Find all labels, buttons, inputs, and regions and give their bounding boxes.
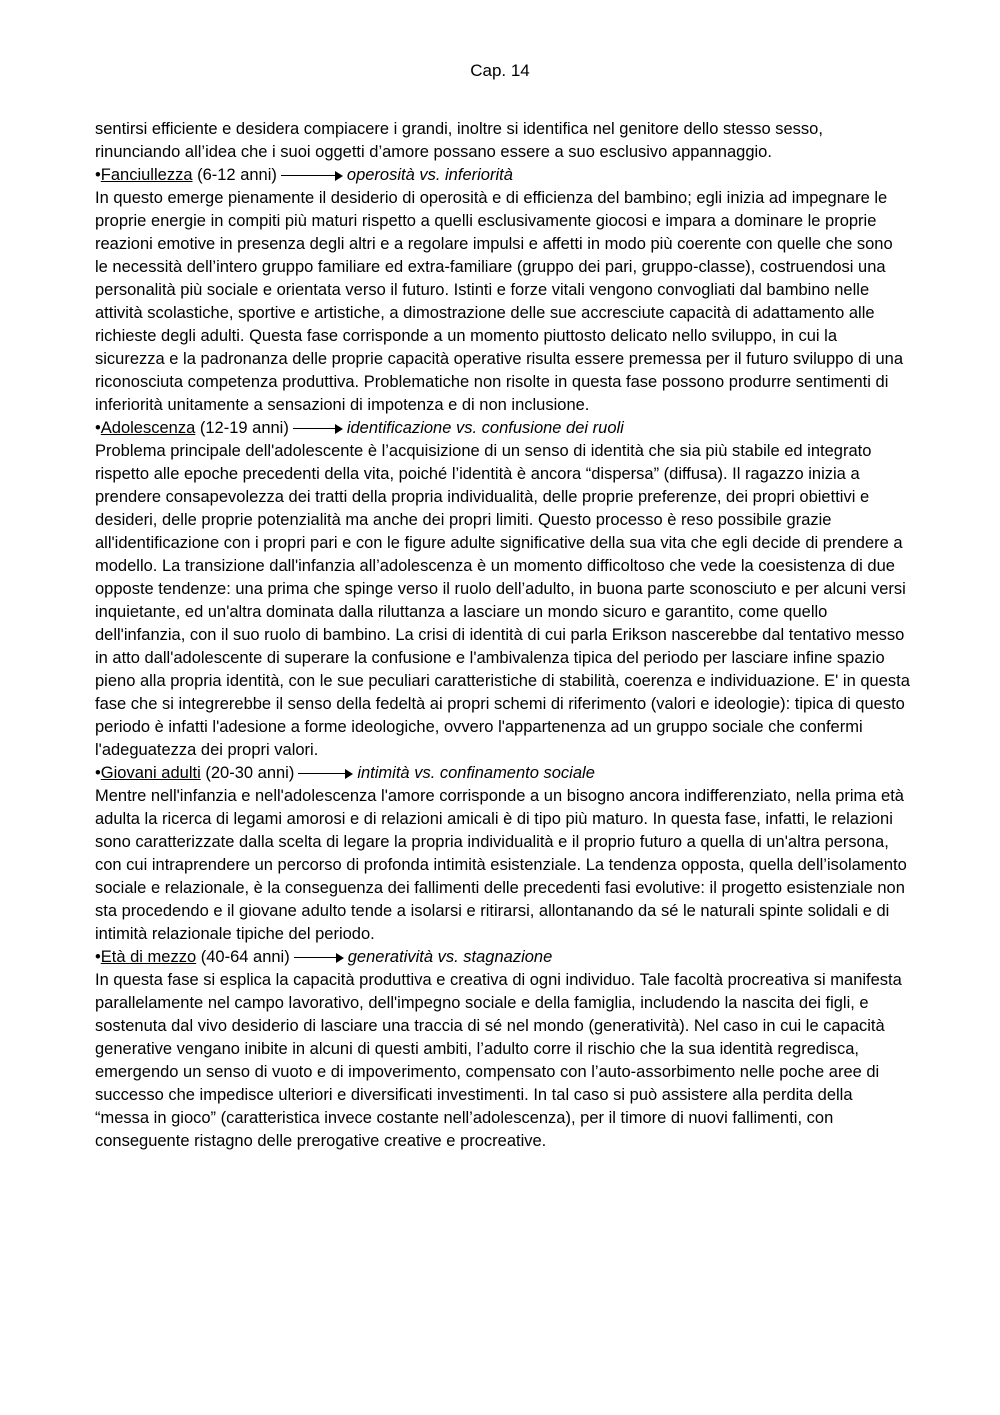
bullet: • (95, 419, 101, 437)
stage-heading-giovani-adulti (95, 762, 910, 785)
stage-conflict: generatività vs. stagnazione (347, 948, 553, 966)
chapter-header: Cap. 14 (470, 61, 530, 80)
intro-paragraph: sentirsi efficiente e desidera compiacere i grandi, inoltre si identifica nel genitore dello stesso sesso, rinunciando all’idea che i suoi oggetti d’amore possano essere a suo esclusivo appannaggio. (95, 120, 823, 161)
stage-paragraph: In questa fase si esplica la capacità produttiva e creativa di ogni individuo. Tale facoltà procreativa si manifesta parallelamente nel campo lavorativo, dell'impegno sociale e della famiglia, includendo la nascita dei figli, e sostenuta dal vivo desiderio di lasciare una traccia di sé nel mondo (generatività). Nel caso in cui le capacità generative vengano inibite in alcuni di questi ambiti, l’adulto corre il rischio che la sua identità regredisca, emergendo un senso di vuoto e di impoverimento, compensato con l’auto-assorbimento nelle poche aree di successo che impedisce ulteriori e diversificati investimenti. In tal caso si può assistere alla perdita della “messa in gioco” (caratteristica invece costante nell’adolescenza), per il timore di nuovi fallimenti, con conseguente ristagno delle prerogative creative e procreative. (95, 971, 902, 1150)
stage-conflict: intimità vs. confinamento sociale (357, 764, 595, 782)
stage-age: (12-19 anni) (199, 419, 289, 437)
arrow-right-icon (281, 171, 343, 181)
stage-age: (40-64 anni) (200, 948, 290, 966)
stage-conflict: identificazione vs. confusione dei ruoli (346, 419, 624, 437)
stage-name: Età di mezzo (100, 948, 197, 966)
bullet: • (95, 948, 101, 966)
bullet: • (95, 764, 101, 782)
stage-name: Fanciullezza (100, 166, 193, 184)
stage-heading-eta-di-mezzo (95, 946, 910, 969)
arrow-right-icon (293, 424, 343, 434)
stage-conflict: operosità vs. inferiorità (346, 166, 513, 184)
bullet: • (95, 166, 101, 184)
document-body (95, 118, 910, 1153)
stage-paragraph: Problema principale dell'adolescente è l’acquisizione di un senso di identità che sia più stabile ed integrato rispetto alle epoche precedenti della vita, poiché l’identità è ancora “dispersa” (diffusa). Il ragazzo inizia a prendere consapevolezza dei tratti della propria individualità, delle proprie preferenze, dei propri obiettivi e desideri, delle proprie potenzialità ma anche dei propri limiti. Questo processo è reso possibile grazie all'identificazione con i propri pari e con le figure adulte significative della sua vita che egli decide di prendere a modello. La transizione dall'infanzia all’adolescenza è un momento difficoltoso che vede la coesistenza di due opposte tendenze: una prima che spinge verso il ruolo dell’adulto, in buona parte sconosciuto e per alcuni versi inquietante, ed un'altra dominata dalla riluttanza a lasciare un mondo sicuro e garantito, come quello dell'infanzia, con il suo ruolo di bambino. La crisi di identità di cui parla Erikson nascerebbe dal tentativo messo in atto dall'adolescente di superare la confusione e l'ambivalenza tipica del periodo per lasciare infine spazio pieno alla propria identità, con le sue peculiari caratteristiche di stabilità, coerenza e individuazione. E' in questa fase che si integrerebbe il senso della fedeltà ai propri schemi di riferimento (valori e ideologie): tipica di questo periodo è infatti l'adesione a forme ideologiche, ovvero l'appartenenza ad un gruppo sociale che confermi l'adeguatezza dei propri valori. (95, 442, 910, 759)
stage-paragraph: In questo emerge pienamente il desiderio di operosità e di efficienza del bambino; egli inizia ad impegnare le proprie energie in compiti più maturi rispetto a quelli esclusivamente giocosi e impara a dominare le proprie reazioni emotive in presenza degli altri e a regolare impulsi e affetti in modo più coerente con quelle che sono le necessità dell’intero gruppo familiare ed extra-familiare (gruppo dei pari, gruppo-classe), costruendosi una personalità più sociale e orientata verso il futuro. Istinti e forze vitali vengono convogliati dal bambino nelle attività scolastiche, sportive e artistiche, a dimostrazione delle sue accresciute capacità di adattamento alle richieste degli adulti. Questa fase corrisponde a un momento piuttosto delicato nello sviluppo, in cui la sicurezza e la padronanza delle proprie capacità operative risulta essere premessa per il futuro sviluppo di una riconosciuta competenza produttiva. Problematiche non risolte in questa fase possono produrre sentimenti di inferiorità unitamente a sensazioni di impotenza e di non inclusione. (95, 189, 904, 414)
stage-heading-adolescenza (95, 417, 910, 440)
stage-age: (6-12 anni) (197, 166, 277, 184)
stage-name: Adolescenza (100, 419, 196, 437)
stage-age: (20-30 anni) (205, 764, 295, 782)
arrow-right-icon (294, 953, 344, 963)
stage-heading-fanciullezza (95, 164, 910, 187)
stage-paragraph: Mentre nell'infanzia e nell'adolescenza l'amore corrisponde a un bisogno ancora indifferenziato, nella prima età adulta la ricerca di legami amorosi e di relazioni amicali è di tipo più maturo. In questa fase, infatti, le relazioni sono caratterizzate dalla scelta di legare la propria individualità e il proprio futuro a quella di un'altra persona, con cui intraprendere un percorso di profonda intimità esistenziale. La tendenza opposta, quella dell’isolamento sociale e relazionale, è la conseguenza dei fallimenti delle precedenti fasi evolutive: il progetto esistenziale non sta procedendo e il giovane adulto tende a isolarsi e ritirarsi, allontanando da sé le naturali spinte solidali e di intimità relazionale tipiche del periodo. (95, 787, 907, 943)
stage-name: Giovani adulti (100, 764, 201, 782)
arrow-right-icon (298, 769, 353, 779)
